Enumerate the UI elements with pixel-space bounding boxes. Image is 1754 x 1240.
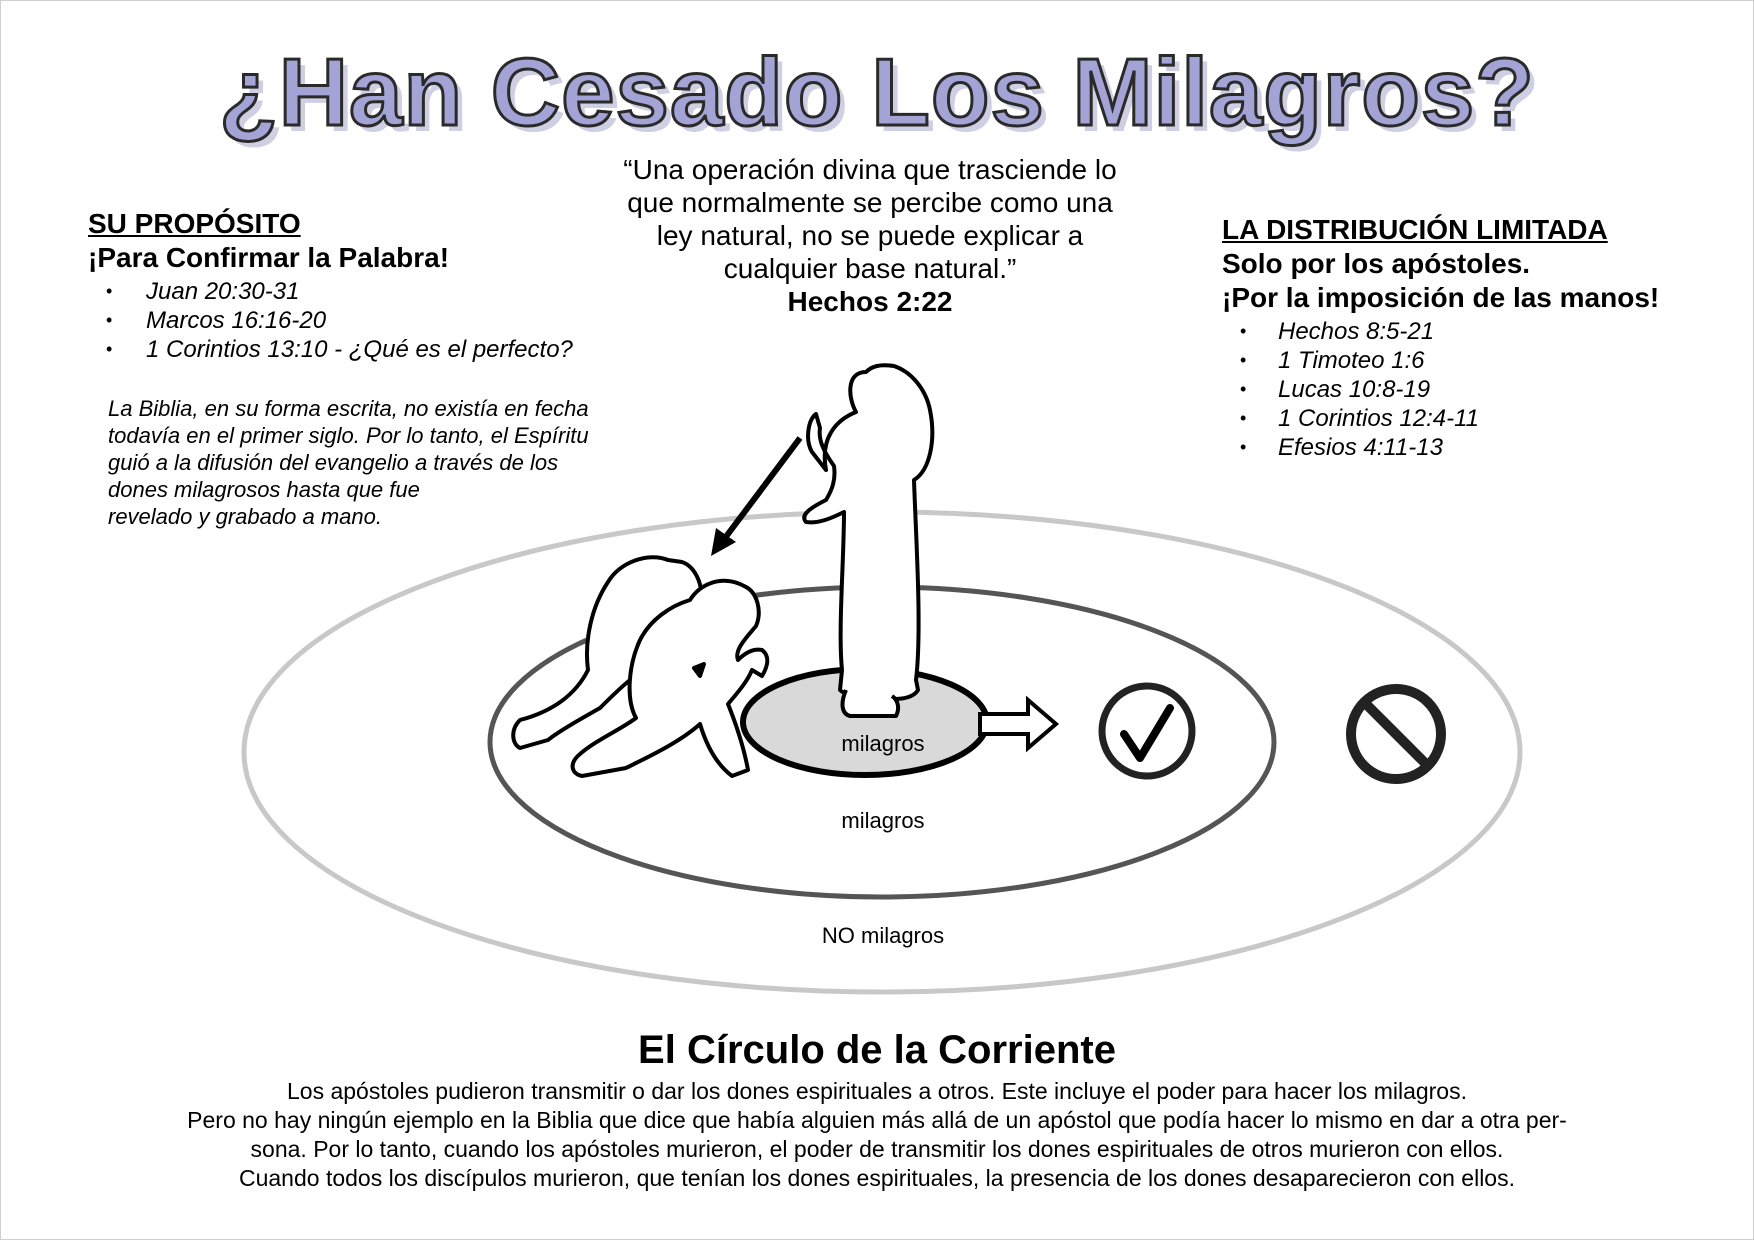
checkmark-icon <box>1102 686 1192 776</box>
quote-line: que normalmente se percibe como una <box>627 187 1113 218</box>
quote-reference: Hechos 2:22 <box>787 286 953 317</box>
purpose-subheading: ¡Para Confirmar la Palabra! <box>88 242 450 273</box>
list-item: • 1 Corintios 12:4-11 <box>1222 404 1742 433</box>
note-line: guió a la difusión del evangelio a través de los <box>108 450 559 475</box>
note-line: todavía en el primer siglo. Por lo tanto, el Espíritu <box>108 423 589 448</box>
purpose-heading: SU PROPÓSITO <box>88 208 301 239</box>
list-item: • Efesios 4:11-13 <box>1222 433 1742 462</box>
middle-circle-label: milagros <box>841 808 925 833</box>
explanation-line: Los apóstoles pudieron transmitir o dar los dones espirituales a otros. Este incluye el poder para hacer los milagros. <box>286 1078 1467 1104</box>
list-item: • Lucas 10:8-19 <box>1222 375 1742 404</box>
prohibited-icon <box>1351 689 1441 779</box>
outer-circle-label: NO milagros <box>821 923 945 948</box>
list-item: • Hechos 8:5-21 <box>1222 317 1742 346</box>
quote-line: ley natural, no se puede explicar a <box>656 220 1084 251</box>
explanation-line: Pero no hay ningún ejemplo en la Biblia que dice que había alguien más allá de un apóstol que podía hacer lo mismo en dar a otra per- <box>187 1107 1567 1133</box>
pointing-arrow <box>711 438 800 556</box>
explanation-line: sona. Por lo tanto, cuando los apóstoles murieron, el poder de transmitir los dones espirituales de otros murieron con ellos. <box>250 1136 1504 1162</box>
diagram-title: El Círculo de la Corriente <box>638 1028 1116 1072</box>
list-item: • 1 Corintios 13:10 - ¿Qué es el perfecto? <box>88 335 648 364</box>
quote-line: cualquier base natural.” <box>723 253 1017 284</box>
arrow-right-icon <box>980 700 1056 748</box>
apostle-figure <box>804 365 932 716</box>
list-item: • 1 Timoteo 1:6 <box>1222 346 1742 375</box>
note-line: dones milagrosos hasta que fue <box>108 477 420 502</box>
distribution-subheading: Solo por los apóstoles. <box>1222 248 1531 279</box>
distribution-subheading: ¡Por la imposición de las manos! <box>1222 282 1660 313</box>
list-item: • Juan 20:30-31 <box>88 277 648 306</box>
note-line: La Biblia, en su forma escrita, no existía en fecha <box>108 396 589 421</box>
list-item: • Marcos 16:16-20 <box>88 306 648 335</box>
explanation-line: Cuando todos los discípulos murieron, que tenían los dones espirituales, la presencia de los dones desaparecieron con ellos. <box>238 1165 1515 1191</box>
distribution-heading: LA DISTRIBUCIÓN LIMITADA <box>1222 214 1608 245</box>
kneeling-figures <box>513 557 767 776</box>
page-title: ¿Han Cesado Los Milagros? <box>219 39 1535 146</box>
quote-line: “Una operación divina que trasciende lo <box>623 154 1117 185</box>
note-line: revelado y grabado a mano. <box>108 504 382 529</box>
explanation-paragraph <box>100 1077 1654 1193</box>
inner-circle-label: milagros <box>841 731 925 756</box>
